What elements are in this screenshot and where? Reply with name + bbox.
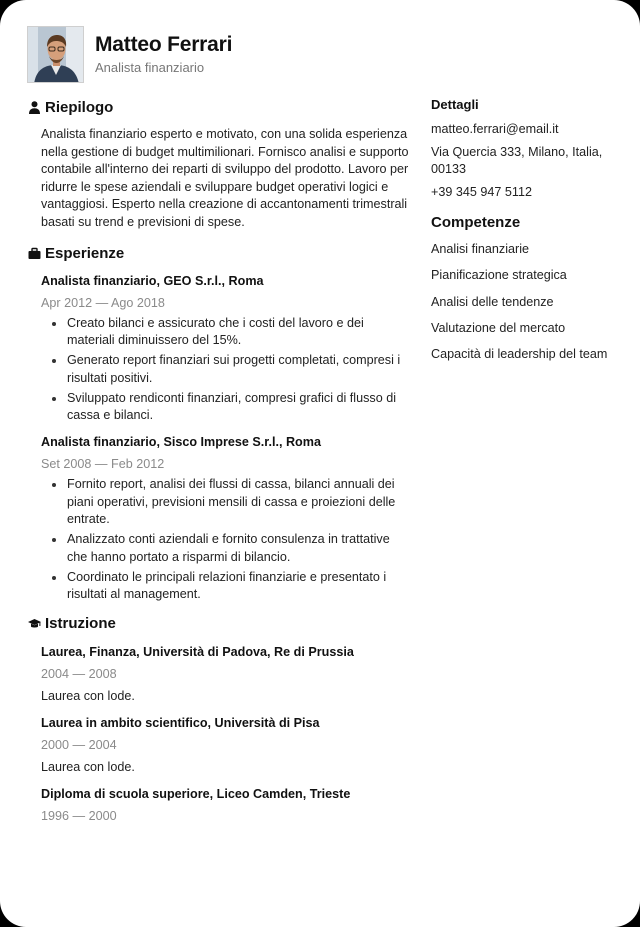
full-name: Matteo Ferrari <box>95 33 233 56</box>
name-block <box>95 33 232 75</box>
skills-list <box>431 240 621 363</box>
experience-dates: Apr 2012 — Ago 2018 <box>41 295 165 310</box>
experience-heading-label: Esperienze <box>45 245 125 263</box>
main-column <box>28 96 410 834</box>
experience-bullet: Analizzato conti aziendali e fornito consulenza in trattative che hanno portato a risparmi di bilancio. <box>41 531 410 566</box>
person-icon <box>28 101 41 114</box>
experience-item <box>28 433 410 604</box>
education-dates: 2000 — 2004 <box>41 737 117 752</box>
experience-title: Analista finanziario, Sisco Imprese S.r.l., Roma <box>41 434 321 449</box>
profile-photo <box>27 26 84 83</box>
experience-bullet: Sviluppato rendiconti finanziari, compresi grafici di flusso di cassa e bilanci. <box>41 390 410 425</box>
sidebar-column <box>431 96 621 371</box>
experience-title: Analista finanziario, GEO S.r.l., Roma <box>41 273 264 288</box>
experience-item <box>28 272 410 425</box>
education-title: Laurea, Finanza, Università di Padova, Re di Prussia <box>41 644 354 659</box>
education-heading <box>28 613 410 635</box>
experience-bullets <box>41 315 410 425</box>
experience-bullet: Generato report finanziari sui progetti completati, compresi i risultati positivi. <box>41 352 410 387</box>
education-item <box>28 785 410 825</box>
education-item <box>28 643 410 705</box>
skill-item: Analisi finanziarie <box>431 242 530 256</box>
experience-bullets <box>41 476 410 604</box>
education-heading-label: Istruzione <box>45 615 116 633</box>
education-dates: 1996 — 2000 <box>41 808 117 823</box>
job-title: Analista finanziario <box>95 60 205 75</box>
education-item <box>28 714 410 776</box>
details-phone: +39 345 947 5112 <box>431 185 532 199</box>
experience-bullet: Creato bilanci e assicurato che i costi del lavoro e dei materiali diminuissero del 15%. <box>41 315 410 350</box>
experience-dates: Set 2008 — Feb 2012 <box>41 456 165 471</box>
education-dates: 2004 — 2008 <box>41 666 117 681</box>
graduation-cap-icon <box>28 617 41 630</box>
resume-header <box>27 26 232 83</box>
summary-text: Analista finanziario esperto e motivato, con una solida esperienza nella gestione di budget multimilionari. Fornisco analisi e supporto contabile all'interno dei reparti di sviluppo del prodotto. Lavoro per ridurre le spese aziendali e sviluppare budget operativi logici e vantaggiosi. Esperto nella creazione di accantonamenti trimestrali basati su trend e previsioni di spese. <box>41 127 409 229</box>
summary-heading-label: Riepilogo <box>45 98 114 116</box>
experience-bullet: Coordinato le principali relazioni finanziarie e presentato i risultati al management. <box>41 569 410 604</box>
education-list <box>28 643 410 825</box>
education-title: Diploma di scuola superiore, Liceo Camden, Trieste <box>41 786 351 801</box>
skill-item: Analisi delle tendenze <box>431 294 554 309</box>
skill-item: Capacità di leadership del team <box>431 347 608 362</box>
experience-bullet: Fornito report, analisi dei flussi di cassa, bilanci annuali dei piani operativi, previsioni mensili di cassa e proiezioni delle entrate. <box>41 476 410 529</box>
skills-heading: Competenze <box>431 214 521 231</box>
skill-item: Pianificazione strategica <box>431 268 567 283</box>
briefcase-icon <box>28 247 41 260</box>
experience-heading <box>28 243 410 265</box>
education-note: Laurea con lode. <box>41 688 135 703</box>
education-title: Laurea in ambito scientifico, Università di Pisa <box>41 715 320 730</box>
summary-heading <box>28 96 410 118</box>
skill-item: Valutazione del mercato <box>431 320 566 335</box>
details-address: Via Quercia 333, Milano, Italia, 00133 <box>431 145 603 176</box>
person-portrait-icon <box>28 27 84 83</box>
details-heading: Dettagli <box>431 97 479 112</box>
details-email[interactable]: matteo.ferrari@email.it <box>431 122 559 136</box>
education-note: Laurea con lode. <box>41 759 135 774</box>
